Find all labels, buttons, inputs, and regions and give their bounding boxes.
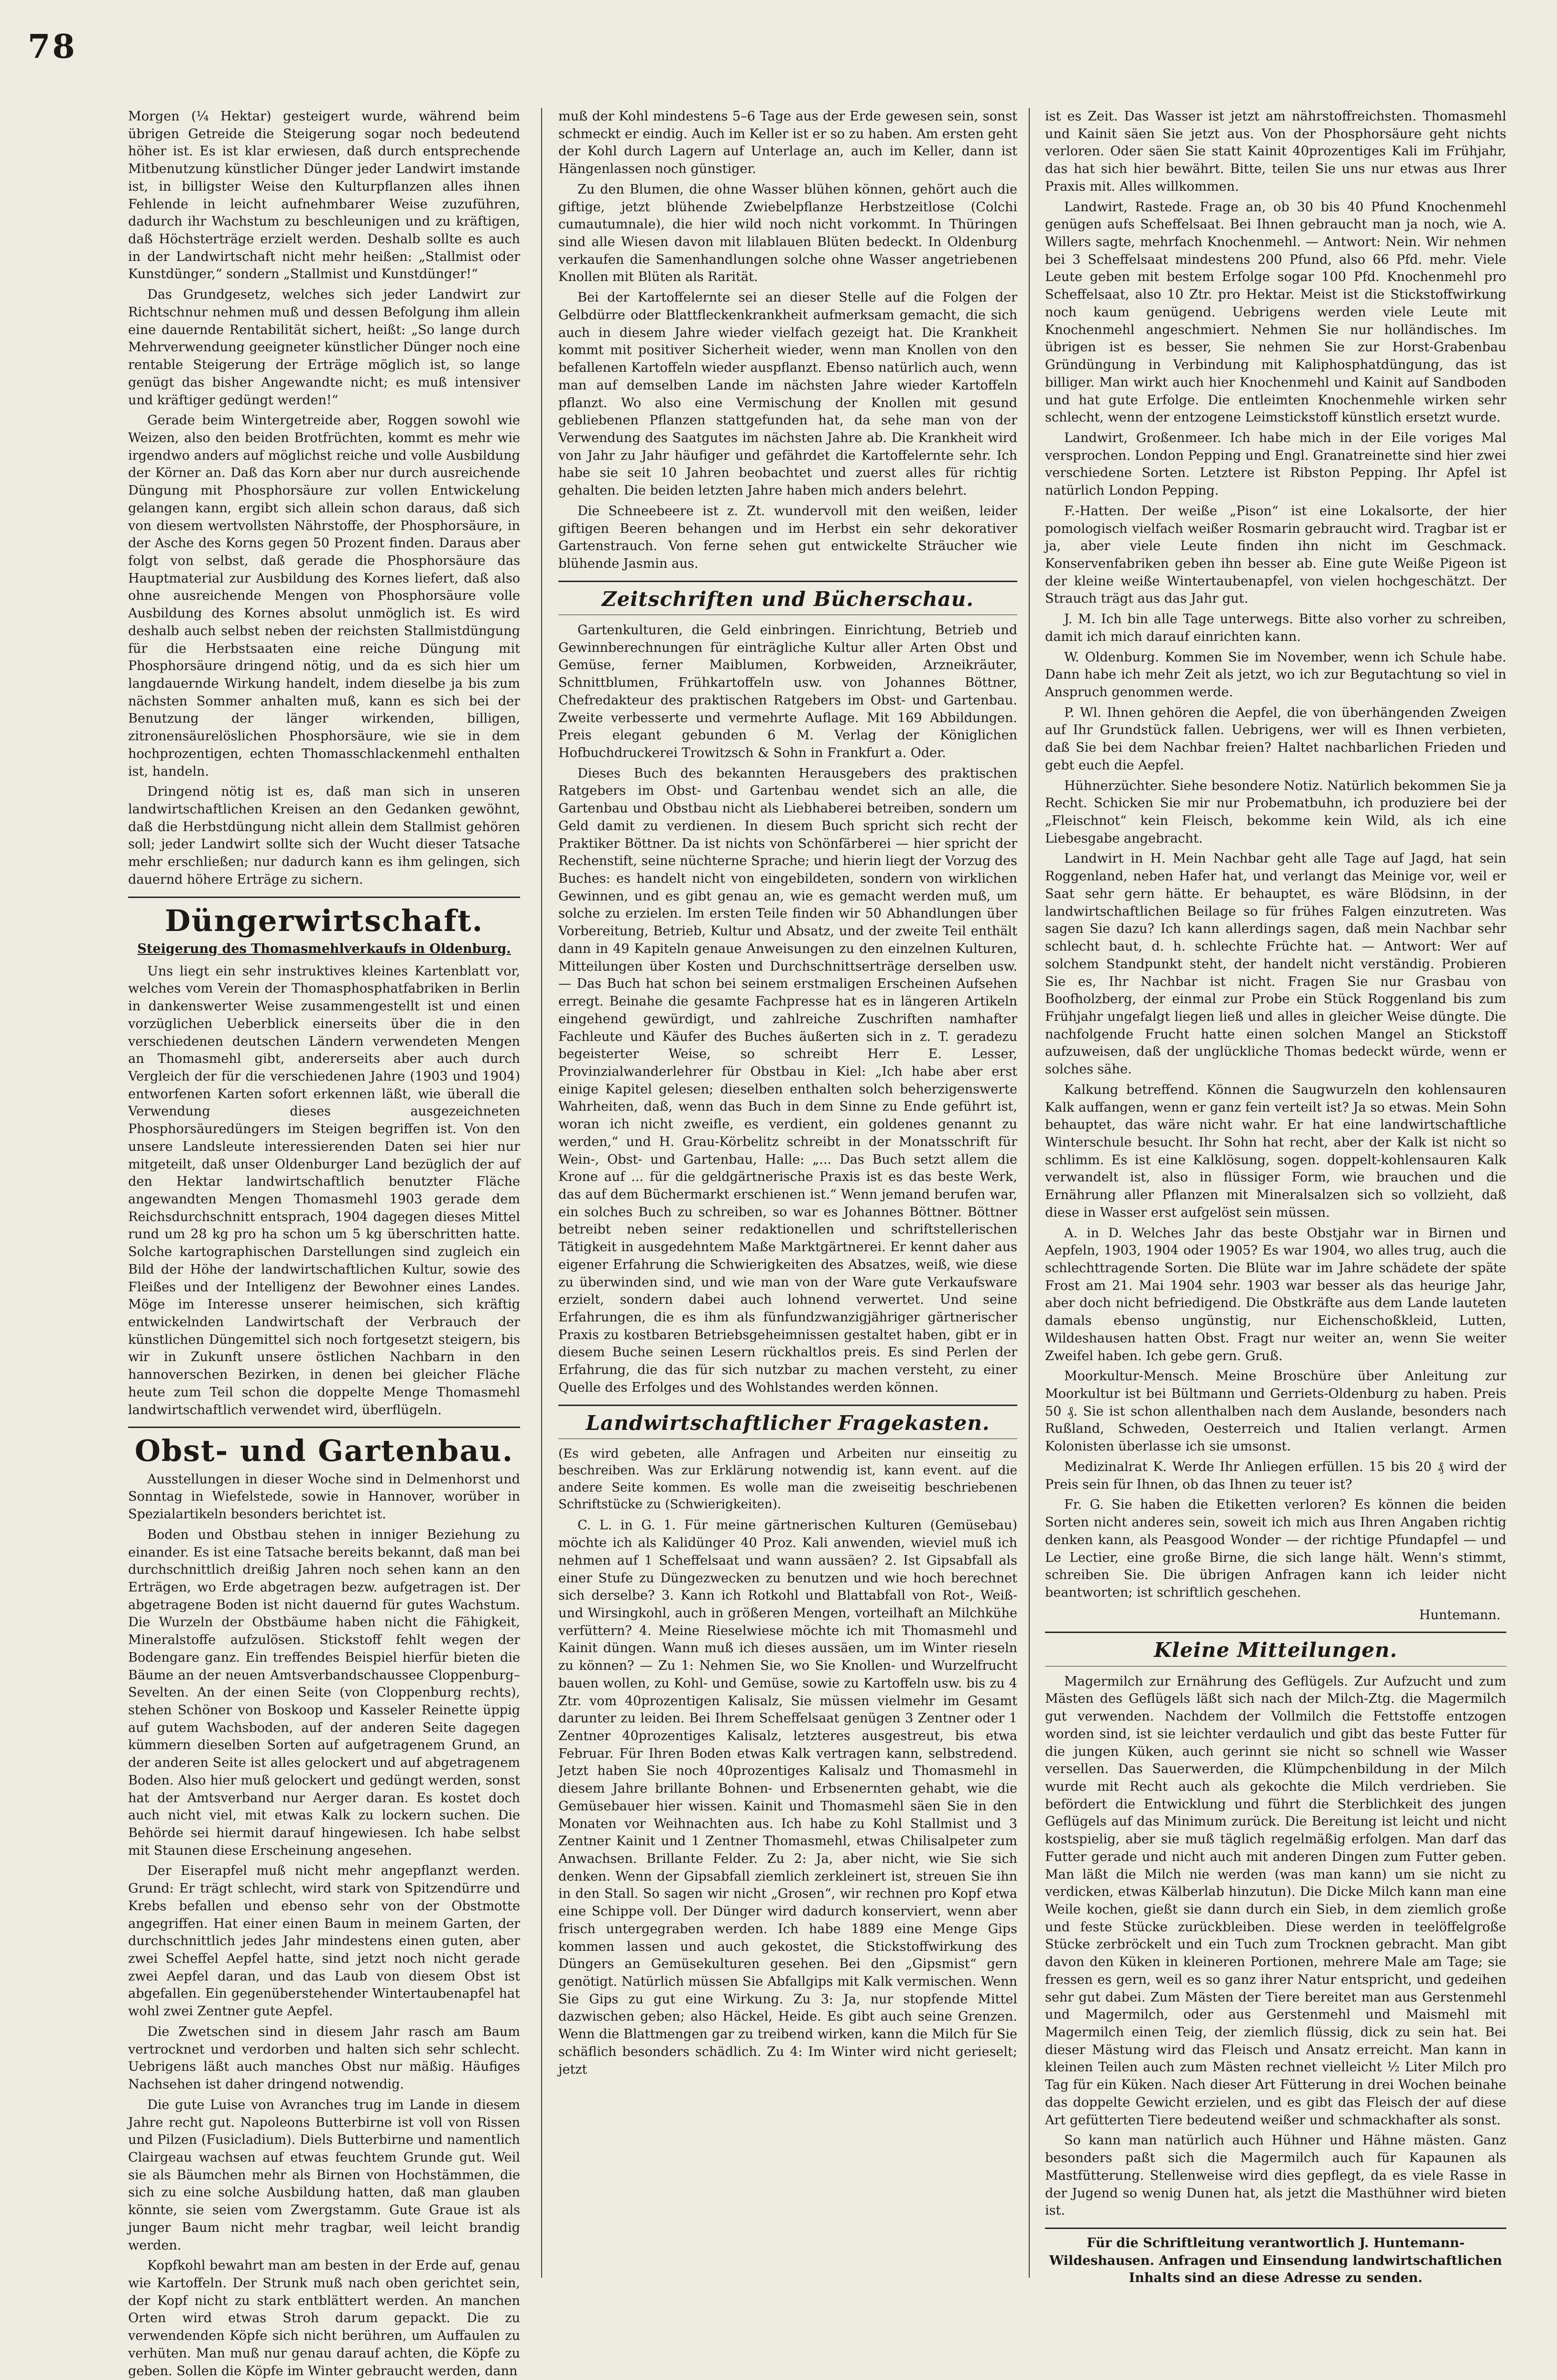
column-rule xyxy=(541,108,542,2278)
qa-entry: Moorkultur-Mensch. Meine Broschüre über Anleitung zur Moorkultur ist bei Bültmann und Gerriets-Oldenburg zu haben. Preis 50 ₰. Sie ist schon allenthalben nach dem Auslande, besonders nach Rußland, Schweden, Oesterreich und Italien verlangt. Armen Kolonisten überlasse ich sie umsonst. xyxy=(1045,1369,1506,1454)
section-title-obstbau: Obst- und Gartenbau. xyxy=(134,1433,514,1469)
editorial-footer: Für die Schriftleitung verantwortlich J. Huntemann-Wildeshausen. Anfragen und Einsendung landwirtschaftlichen Inhalts sind an diese Adresse zu senden. xyxy=(1049,2235,1503,2286)
paragraph: muß der Kohl mindestens 5–6 Tage aus der Erde gewesen sein, sonst schmeckt er eindig. Auch im Keller ist er so zu haben. Am ersten geht der Kohl durch Lagern auf Unterlage an, auch im Keller, dann ist Hängenlassen noch günstiger. xyxy=(558,109,1017,177)
paragraph: Ausstellungen in dieser Woche sind in Delmenhorst und Sonntag in Wiefelstede, sowie in Hannover, worüber in Spezialartikeln besonders berichtet ist. xyxy=(128,1471,520,1522)
paragraph: Dringend nötig ist es, daß man sich in unseren landwirtschaftlichen Kreisen an den Gedanken gewöhnt, daß die Herbstdüngung nicht allein dem Stallmist gehören soll; jeder Landwirt sollte sich der Wucht dieser Tatsache mehr erschließen; nur dadurch kann es ihm gelingen, sich dauernd höhere Erträge zu sichern. xyxy=(128,784,520,887)
qa-entry: Kalkung betreffend. Können die Saugwurzeln den kohlensauren Kalk auffangen, wenn er ganz fein verteilt ist? Ja so etwas. Mein Sohn behauptet, das wäre nicht wahr. Er hat eine landwirtschaftliche Winterschule besucht. Ihr Sohn hat recht, aber der Kalk ist nicht so schlimm. Es ist eine Kalklösung, sogen. doppelt-kohlensauren Kalk verwandelt ist, also in flüssiger Form, wie brauchen und die Ernährung aller Pflanzen mit Mineralsalzen sich so vollzieht, daß diese in Wasser erst aufgelöst sein müssen. xyxy=(1045,1082,1506,1220)
qa-entry: Fr. G. Sie haben die Etiketten verloren? Es können die beiden Sorten nicht anderes sein, soweit ich mich aus Ihren Angaben richtig denken kann, als Peasgood Wonder — der richtige Pfundapfel — und Le Lectier, eine große Birne, die sich lange hält. Wenn's stimmt, schreiben Sie. Die übrigen Anfragen kann ich leider nicht beantworten; ist schriftlich geschehen. xyxy=(1045,1497,1506,1600)
column-left xyxy=(128,108,520,2379)
qa-entry: Landwirt in H. Mein Nachbar geht alle Tage auf Jagd, hat sein Roggenland, neben Hafer hat, und verlangt das Meinige vor, weil er Saat sehr gern hätte. Er behauptet, es wäre Blödsinn, in der landwirtschaftlichen Beilage so für frühes Falgen einzutreten. Was sagen Sie dazu? Ich kann allerdings sagen, daß mein Nachbar sehr schlecht baut, d. h. schlechte Früchte hat. — Antwort: Wer auf solchem Standpunkt steht, der handelt nicht verständig. Probieren Sie es, Ihr Nachbar ist nicht. Fragen Sie nur Grasbau von Boofholzberg, der einmal zur Probe ein Stück Roggenland bis zum Frühjahr ungefalgt liegen ließ und alles in gleicher Weise düngte. Die nachfolgende Frucht hatte einen solchen Mangel an Stickstoff aufzuweisen, daß der unglückliche Thomas bedeckt würde, wenn er solches sähe. xyxy=(1045,851,1506,1077)
paragraph: Boden und Obstbau stehen in inniger Beziehung zu einander. Es ist eine Tatsache bereits bekannt, daß man bei durchschnittlich dreißig Jahren noch sehen kann an den Erträgen, wo Erde abgetragen bezw. aufgetragen ist. Der abgetragene Boden ist nicht dauernd für gutes Wachstum. Die Wurzeln der Obstbäume haben nicht die Fähigkeit, Mineralstoffe aufzulösen. Stickstoff fehlt wegen der Bodengare ganz. Ein treffendes Beispiel hierfür bieten die Bäume an der neuen Amtsverbandschaussee Cloppenburg–Sevelten. An der einen Seite (von Cloppenburg rechts), stehen Schöner von Boskoop und Kasseler Reinette üppig auf gutem Wachsboden, auf der anderen Seite dagegen kümmern dieselben Sorten auf aufgetragenem Grund, an der anderen Seite ist alles gelockert und auf abgetragenem Boden. Also hier muß gelockert und gedüngt werden, sonst hat der Amtsverband nur Aerger daran. Es kostet doch auch nicht viel, mit etwas Kalk zu lockern suchen. Die Behörde sei hiermit darauf hingewiesen. Ich habe selbst mit Staunen diese Erscheinung angesehen. xyxy=(128,1527,520,1858)
section-divider xyxy=(1045,1632,1506,1633)
author-signature: Huntemann. xyxy=(1419,1607,1501,1623)
qa-entry: P. Wl. Ihnen gehören die Aepfel, die von überhängenden Zweigen auf Ihr Grundstück fallen. Uebrigens, wer will es Ihnen verbieten, daß Sie bei dem Nachbar freien? Haltet nachbarlichen Frieden und gebt euch die Aepfel. xyxy=(1045,705,1506,773)
paragraph: Die gute Luise von Avranches trug im Lande in diesem Jahre recht gut. Napoleons Butterbirne ist voll von Rissen und Pilzen (Fusicladium). Diels Butterbirne und namentlich Clairgeau wachsen auf etwas feuchtem Grunde gut. Weil sie als Bäumchen mehr als Birnen von Hochstämmen, die sich zu eine solche Ausbildung hatten, daß man glauben könnte, sie seien vom Zwergstamm. Gute Graue ist als junger Baum nicht mehr tragbar, weil leicht brandig werden. xyxy=(128,2097,520,2253)
section-title-fragekasten: Landwirtschaftlicher Fragekasten. xyxy=(586,1411,990,1435)
paragraph: Zu den Blumen, die ohne Wasser blühen können, gehört auch die giftige, jetzt blühende Zwiebelpflanze Herbstzeitlose (Colchi cumautumnale), die hier wild noch nicht vorkommt. In Thüringen sind alle Wiesen davon mit lilablauen Blüten bedeckt. In Oldenburg verkaufen die Samenhandlungen solche ohne Wasser angetriebenen Knollen mit Blüten als Rarität. xyxy=(558,182,1017,285)
qa-entry: C. L. in G. 1. Für meine gärtnerischen Kulturen (Gemüsebau) möchte ich als Kalidünger 40 Proz. Kali anwenden, wieviel muß ich nehmen auf 1 Scheffelsaat und wann aussäen? 2. Ist Gipsabfall als einer Stufe zu Düngezwecken zu benutzen und wie hoch berechnet sich derselbe? 3. Kann ich Rotkohl und Blattabfall von Rot-, Weiß- und Wirsingkohl, auch in größeren Mengen, vorteilhaft an Milchkühe verfüttern? 4. Meine Rieselwiese möchte ich mit Thomasmehl und Kainit düngen. Wann muß ich dieses aussäen, um im Winter rieseln zu können? — Zu 1: Nehmen Sie, wo Sie Knollen- und Wurzelfrucht bauen wollen, zu Kohl- und Gemüse, sowie zu Kartoffeln usw. bis zu 4 Ztr. vom 40prozentigen Kalisalz, Sie müssen vielmehr im Gesamt darunter zu leiden. Bei Ihrem Scheffelsaat genügen 3 Zentner oder 1 Zentner 40prozentiges Kalisalz, letzteres ausgestreut, bis etwa Februar. Für Ihren Boden etwas Kalk vertragen kann, selbstredend. Jetzt haben Sie noch 40prozentiges Kalisalz und Thomasmehl in diesem Jahre brillante Bohnen- und Erbsenernten gehabt, wie die Gemüsebauer hier wissen. Kainit und Thomasmehl säen Sie in den Monaten vor Weihnachten aus. Ich habe zu Kohl Stallmist und 3 Zentner Kainit und 1 Zentner Thomasmehl, etwas Chilisalpeter zum Anwachsen. Brillante Felder. Zu 2: Ja, aber nicht, wie Sie sich denken. Wenn der Gipsabfall ziemlich zerkleinert ist, streuen Sie ihn in den Stall. So sagen wir nicht „Grosen“, wir rechnen pro Kopf etwa eine Schippe voll. Der Dünger wird dadurch konserviert, wenn aber frisch untergegraben werden. Ich habe 1889 eine Menge Gips kommen lassen und auch gekostet, die Stickstoffwirkung des Düngers an Gemüsekulturen gesehen. Bei den „Gipsmist“ gern genötigt. Natürlich müssen Sie Abfallgips mit Kalk vermischen. Wenn Sie Gips zu gut eine Wirkung. Zu 3: Ja, nur stopfende Mittel dazwischen geben; also Häckel, Heide. Es gibt auch seine Grenzen. Wenn die Blattmengen gar zu treibend wirken, kann die Milch für Sie schäflich besonders schädlich. Zu 4: Im Winter wird nicht gerieselt; jetzt xyxy=(558,1518,1017,2077)
page-number: 78 xyxy=(28,28,77,66)
section-title-zeitschriften: Zeitschriften und Bücherschau. xyxy=(601,587,974,611)
paragraph: Das Grundgesetz, welches sich jeder Landwirt zur Richtschnur nehmen muß und dessen Befolgung ihm allein eine dauernde Rentabilität sichert, heißt: „So lange durch Mehrverwendung geeigneter künstlicher Dünger noch eine rentable Steigerung der Erträge möglich ist, so lange genügt das bisher Angewandte nicht; es muß intensiver und kräftiger gedüngt werden!“ xyxy=(128,287,520,408)
paragraph: Der Eiserapfel muß nicht mehr angepflanzt werden. Grund: Er trägt schlecht, wird stark von Spitzendürre und Krebs befallen und ebenso sehr von der Obstmotte angegriffen. Hat einer einen Baum in meinem Garten, der durchschnittlich jedes Jahr mindestens einen guten, aber zwei Scheffel Aepfel hatte, sind jetzt noch nicht gerade zwei Aepfel daran, und das Laub von diesem Obst ist abgefallen. Ein gegenüberstehender Wintertaubenapfel hat wohl zwei Zentner gute Aepfel. xyxy=(128,1863,520,2019)
paragraph: Gartenkulturen, die Geld einbringen. Einrichtung, Betrieb und Gewinnberechnungen für einträgliche Kultur aller Arten Obst und Gemüse, ferner Maiblumen, Korbweiden, Arzneikräuter, Schnittblumen, Frühkartoffeln usw. von Johannes Böttner, Chefredakteur des praktischen Ratgebers im Obst- und Gartenbau. Zweite verbesserte und vermehrte Auflage. Mit 169 Abbildungen. Preis elegant gebunden 6 M. Verlag der Königlichen Hofbuchdruckerei Trowitzsch & Sohn in Frankfurt a. Oder. xyxy=(558,622,1017,761)
fragekasten-intro: (Es wird gebeten, alle Anfragen und Arbeiten nur einseitig zu beschreiben. Was zur Erklärung notwendig ist, kann event. auf die andere Seite kommen. Es wolle man die zweiseitig beschriebenen Schriftstücke zu (Schwierigkeiten). xyxy=(558,1446,1017,1512)
qa-entry: Hühnerzüchter. Siehe besondere Notiz. Natürlich bekommen Sie ja Recht. Schicken Sie mir nur Probematbuhn, ich produziere bei der „Fleischnot“ kein Fleisch, bekomme kein Wild, als ich eine Liebesgabe angebracht. xyxy=(1045,778,1506,846)
qa-entry: J. M. Ich bin alle Tage unterwegs. Bitte also vorher zu schreiben, damit ich mich darauf einrichten kann. xyxy=(1045,612,1506,644)
section-divider xyxy=(1045,2228,1506,2229)
section-divider xyxy=(128,1427,520,1428)
paragraph: Bei der Kartoffelernte sei an dieser Stelle auf die Folgen der Gelbdürre oder Blattfleckenkrankheit aufmerksam gemacht, die sich auch in diesem Jahre wieder vielfach gezeigt hat. Die Krankheit kommt mit positiver Sicherheit wieder, wenn man Knollen von den befallenen Kartoffeln wieder auspflanzt. Ebenso natürlich auch, wenn man auf demselben Lande im nächsten Jahre wieder Kartoffeln pflanzt. Wo also eine Vermischung der Knollen mit gesund gebliebenen Pflanzen stattgefunden hat, da sehe man von der Verwendung des Saatgutes im nächsten Jahre ab. Die Krankheit wird von Jahr zu Jahr häufiger und gefährdet die Kartoffelernte sehr. Ich habe sie seit 10 Jahren beobachtet und zuerst alles für richtig gehalten. Die beiden letzten Jahre haben mich anders belehrt. xyxy=(558,290,1017,498)
paragraph: Dieses Buch des bekannten Herausgebers des praktischen Ratgebers im Obst- und Gartenbau wendet sich an alle, die Gartenbau und Obstbau nicht als Liebhaberei betreiben, sondern um Geld damit zu verdienen. In diesem Buch spricht sich recht der Praktiker Böttner. Da ist nichts von Schönfärberei — hier spricht der Rechenstift, seine nüchterne Sprache; und hierin liegt der Vorzug des Buches: es handelt nicht von eingebildeten, sondern von wirklichen Gewinnen, und es gibt genau an, wie es gemacht werden muß, um solche zu erzielen. Im ersten Teile finden wir 50 Abhandlungen über Vorbereitung, Betrieb, Kultur und Absatz, und der zweite Teil enthält dann in 49 Kapiteln genaue Anweisungen zu den einzelnen Kulturen, Mitteilungen über Kosten und Durchschnittserträge derselben usw. — Das Buch hat schon bei seinem erstmaligen Erscheinen Aufsehen erregt. Beinahe die gesamte Fachpresse hat es in längeren Artikeln eingehend gewürdigt, und zahlreiche Zuschriften namhafter Fachleute und Käufer des Buches äußerten sich in z. T. geradezu begeisterter Weise, so schreibt Herr E. Lesser, Provinzialwanderlehrer für Obstbau in Kiel: „Ich habe aber erst einige Kapitel gelesen; dieselben enthalten solch beherzigenswerte Wahrheiten, daß, wenn das Buch in dem Sinne zu Ende geführt ist, woran ich nicht zweifle, es verdient, ein goldenes genannt zu werden,“ und H. Grau-Körbelitz schreibt in der Monatsschrift für Wein-, Obst- und Gartenbau, Halle: „... Das Buch setzt allem die Krone auf ... für die geldgärtnerische Praxis ist es das beste Werk, das auf dem Büchermarkt erschienen ist.“ Wenn jemand berufen war, ein solches Buch zu schreiben, so war es Johannes Böttner. Böttner betreibt neben seiner redaktionellen und schriftstellerischen Tätigkeit in ausgedehntem Maße Marktgärtnerei. Er kennt daher aus eigener Erfahrung die Schwierigkeiten des Absatzes, weiß, wie diese zu überwinden sind, und wie man von der Ware gute Verkaufsware erzielt, sondern dabei auch lohnend verwertet. Und seine Erfahrungen, die es ihm als fünfundzwanzigjähriger gärtnerischer Praxis zu kostbaren Betriebsgeheimnissen gestaltet haben, gibt er in diesem Buche seinen Lesern rückhaltlos preis. Es sind Perlen der Erfahrung, die das für sich nutzbar zu machen versteht, zu einer Quelle des Erfolges und des Wohlstandes werden können. xyxy=(558,766,1017,1395)
paragraph: Magermilch zur Ernährung des Geflügels. Zur Aufzucht und zum Mästen des Geflügels läßt sich nach der Milch-Ztg. die Magermilch gut verwenden. Nachdem der Vollmilch die Fettstoffe entzogen worden sind, ist sie leichter verdaulich und gibt das beste Futter für die jungen Küken, auch gerinnt sie nicht so schnell wie Wasser versellen. Das Sauerwerden, die Klümpchenbildung in der Milch wurde mit Recht auch als gekochte die Milch verdrieben. Sie befördert die Entwicklung und führt die Sterblichkeit des jungen Geflügels auf das Minimum zurück. Die Bereitung ist leicht und nicht kostspielig, aber sie muß täglich regelmäßig erfolgen. Man darf das Futter gerade und nicht auch mit anderen Dingen zum Futter geben. Man läßt die Milch nie werden (was man kann) um sie nicht zu verdicken, etwas Kälberlab hinzutun). Die Dicke Milch kann man eine Weile kochen, gießt sie dann durch ein Sieb, in dem ziemlich große und feste Stücke zurückbleiben. Diese werden in teelöffelgroße Stücke zerbröckelt und ein Tuch zum Trocknen gebracht. Man gibt davon den Küken in kleineren Portionen, mehrere Male am Tage; sie fressen es gern, weil es so ganz ihrer Natur entspricht, und gedeihen sehr gut dabei. Zum Mästen der Tiere bereitet man aus Gerstenmehl und Magermilch, oder aus Gerstenmehl und Maismehl mit Magermilch einen Teig, der ziemlich flüssig, dick zu sein hat. Bei dieser Mästung wird das Fleisch und Ansatz erreicht. Man kann in kleinen Teilen auch zum Mästen rechnet vielleicht ½ Liter Milch pro Tag für ein Küken. Nach dieser Art Fütterung in drei Wochen beinahe das doppelte Gewicht erzielen, und es gibt das Fleisch der auf diese Art gefütterten Tiere bedeutend weißer und schmackhafter als sonst. xyxy=(1045,1674,1506,2128)
column-right xyxy=(1045,108,1506,2286)
paragraph: So kann man natürlich auch Hühner und Hähne mästen. Ganz besonders paßt sich die Magermilch auch für Kapaunen als Mastfütterung. Stellenweise wird dies gepflegt, da es viele Rasse in der Jugend so wenig Dunen hat, als jetzt die Masthühner wird bieten ist. xyxy=(1045,2133,1506,2218)
section-title-mitteilungen: Kleine Mitteilungen. xyxy=(1154,1638,1398,1662)
qa-entry: A. in D. Welches Jahr das beste Obstjahr war in Birnen und Aepfeln, 1903, 1904 oder 1905? Es war 1904, wo alles trug, auch die schlechttragende Sorten. Die Blüte war im Jahre schädete der späte Frost am 21. Mai 1904 sehr. 1903 war besser als das heurige Jahr, aber doch nicht befriedigend. Die Obstkräfte aus dem Lande lauteten damals ebenso ungünstig, nur Eichenschoßkleid, Lutten, Wildeshausen hatten Obst. Fragt nur weiter an, wenn Sie weiter Zweifel haben. Ich gebe gern. Gruß. xyxy=(1045,1225,1506,1363)
paragraph: Morgen (¼ Hektar) gesteigert wurde, während beim übrigen Getreide die Steigerung sogar noch bedeutend höher ist. Es ist klar erwiesen, daß durch entsprechende Mitbenutzung künstlicher Dünger jeder Landwirt imstande ist, in billigster Weise den Kulturpflanzen alles ihnen Fehlende in leicht aufnehmbarer Weise zuzuführen, dadurch ihr Wachstum zu beschleunigen und zu kräftigen, daß Höchsterträge erzielt werden. Deshalb sollte es auch in der Landwirtschaft nicht mehr heißen: „Stallmist oder Kunstdünger,“ sondern „Stallmist und Kunstdünger!“ xyxy=(128,109,520,282)
section-subtitle: Steigerung des Thomasmehlverkaufs in Oldenburg. xyxy=(137,941,511,956)
qa-entry: Landwirt, Rastede. Frage an, ob 30 bis 40 Pfund Knochenmehl genügen aufs Scheffelsaat. Bei Ihnen gebraucht man ja noch, wie A. Willers sagte, mehrfach Knochenmehl. — Antwort: Nein. Wir nehmen bei 3 Scheffelsaat mindestens 200 Pfund, also 66 Pfd. mehr. Viele Leute geben mit bestem Erfolge sogar 100 Pfd. Knochenmehl pro Scheffelsaat, also 10 Ztr. pro Hektar. Meist ist die Stickstoffwirkung noch kaum genügend. Uebrigens werden viele Leute mit Knochenmehl angeschmiert. Nehmen Sie nur holländisches. Im übrigen ist es besser, Sie nehmen Sie zur Horst-Grabenbau Gründüngung in Verbindung mit Kaliphosphatdüngung, das ist billiger. Man wirkt auch hier Knochenmehl und Kainit auf Sandboden und hat gute Erfolge. Die entleimten Knochenmehle wirken sehr schlecht, wenn der entzogene Leimstickstoff künstlich ersetzt wurde. xyxy=(1045,199,1506,425)
paragraph: Die Schneebeere ist z. Zt. wundervoll mit den weißen, leider giftigen Beeren behangen und im Herbst ein sehr dekorativer Gartenstrauch. Von ferne sehen gut entwickelte Sträucher wie blühende Jasmin aus. xyxy=(558,503,1017,571)
column-middle xyxy=(558,108,1017,2278)
qa-entry: Medizinalrat K. Werde Ihr Anliegen erfüllen. 15 bis 20 ₰ wird der Preis sein für Ihnen, ob das Ihnen zu teuer ist? xyxy=(1045,1459,1506,1492)
paragraph: Gerade beim Wintergetreide aber, Roggen sowohl wie Weizen, also den beiden Brotfrüchten, kommt es mehr wie irgendwo anders auf möglichst reiche und volle Ausbildung der Körner an. Daß das Korn aber nur durch ausreichende Düngung mit Phosphorsäure zur vollen Entwickelung gelangen kann, ergibt sich allein schon daraus, daß sich von diesem wertvollsten Nährstoffe, der Phosphorsäure, in der Asche des Korns gegen 50 Prozent finden. Daraus aber folgt von selbst, daß gerade die Phosphorsäure das Hauptmaterial zur Ausbildung des Kornes liefert, daß also ohne ausreichende Mengen von Phosphorsäure volle Ausbildung des Kornes absolut unmöglich ist. Es wird deshalb auch selbst neben der reichsten Stallmistdüngung für die Herbstsaaten eine reiche Düngung mit Phosphorsäure dringend nötig, und da es sich hier um langdauernde Wirkung handelt, indem dieselbe ja bis zum nächsten Sommer anhalten muß, kann es sich bei der Benutzung der länger wirkenden, billigen, zitronensäurelöslichen Phosphorsäure, wie sie in dem hochprozentigen, echten Thomasschlackenmehl enthalten ist, handeln. xyxy=(128,413,520,779)
qa-entry: W. Oldenburg. Kommen Sie im November, wenn ich Schule habe. Dann habe ich mehr Zeit als jetzt, wo ich zur Begutachtung so viel in Anspruch genommen werde. xyxy=(1045,649,1506,700)
paragraph: Uns liegt ein sehr instruktives kleines Kartenblatt vor, welches vom Verein der Thomasphosphatfabriken in Berlin in dankenswerter Weise zusammengestellt ist und einen vorzüglichen Ueberblick einerseits über die in den verschiedenen deutschen Ländern verwendeten Mengen an Thomasmehl gibt, andererseits aber auch durch Vergleich der für die verschiedenen Jahre (1903 und 1904) entworfenen Karten sofort erkennen läßt, wie überall die Verwendung dieses ausgezeichneten Phosphorsäuredüngers im Steigen begriffen ist. Von den unsere Landsleute interessierenden Daten sei hier nur mitgeteilt, daß unser Oldenburger Land bezüglich der auf den Hektar landwirtschaftlich benutzter Fläche angewandten Mengen Thomasmehl 1903 gerade dem Reichsdurchschnitt entsprach, 1904 dagegen dieses Mittel rund um 28 kg pro ha schon um 5 kg überschritten hatte. Solche kartographischen Darstellungen sind zugleich ein Bild der Höhe der landwirtschaftlichen Kultur, sowie des Fleißes und der Intelligenz der Bewohner eines Landes. Möge im Interesse unserer heimischen, sich kräftig entwickelnden Landwirtschaft der Verbrauch der künstlichen Düngemittel sich noch fortgesetzt steigern, bis wir in Zukunft unsere östlichen Nachbarn in den hannoverschen Bezirken, in denen bei gleicher Fläche heute zum Teil schon die doppelte Menge Thomasmehl landwirtschaftlich verwendet wird, überflügeln. xyxy=(128,963,520,1417)
section-divider xyxy=(128,897,520,898)
section-title-duengerwirtschaft: Düngerwirtschaft. xyxy=(164,903,484,938)
section-divider xyxy=(558,581,1017,582)
column-rule xyxy=(1029,108,1030,2278)
paragraph: Kopfkohl bewahrt man am besten in der Erde auf, genau wie Kartoffeln. Der Strunk muß nach oben gerichtet sein, der Kopf nicht zu stark entblättert werden. An manchen Orten wird etwas Stroh darum gepackt. Die zu verwendenden Köpfe sich nicht berühren, um Auffaulen zu verhüten. Man muß nur genau darauf achten, die Köpfe zu geben. Sollen die Köpfe im Winter gebraucht werden, dann xyxy=(128,2258,520,2379)
paragraph: Die Zwetschen sind in diesem Jahr rasch am Baum vertrocknet und verdorben und halten sich sehr schlecht. Uebrigens läßt auch manches Obst nur mäßig. Häufiges Nachsehen ist daher dringend notwendig. xyxy=(128,2024,520,2092)
qa-entry: ist es Zeit. Das Wasser ist jetzt am nährstoffreichsten. Thomasmehl und Kainit säen Sie jetzt aus. Von der Phosphorsäure geht nichts verloren. Oder säen Sie statt Kainit 40prozentiges Kali im Frühjahr, das hat sich hier bewährt. Bitte, teilen Sie uns nur etwas aus Ihrer Praxis mit. Alles willkommen. xyxy=(1045,109,1506,194)
qa-entry: F.-Hatten. Der weiße „Pison“ ist eine Lokalsorte, der hier pomologisch vielfach weißer Rosmarin gebraucht wird. Tragbar ist er ja, aber viele Leute finden ihn nicht im Geschmack. Konservenfabriken geben ihn besser ab. Eine gute Weiße Pigeon ist der kleine weiße Wintertaubenapfel, von vielen hochgeschätzt. Der Strauch trägt aus das Jahr gut. xyxy=(1045,503,1506,606)
section-divider xyxy=(558,1405,1017,1406)
qa-entry: Landwirt, Großenmeer. Ich habe mich in der Eile voriges Mal versprochen. London Pepping und Engl. Granatreinette sind hier zwei verschiedene Sorten. Letztere ist Ribston Pepping. Ihr Apfel ist natürlich London Pepping. xyxy=(1045,430,1506,498)
